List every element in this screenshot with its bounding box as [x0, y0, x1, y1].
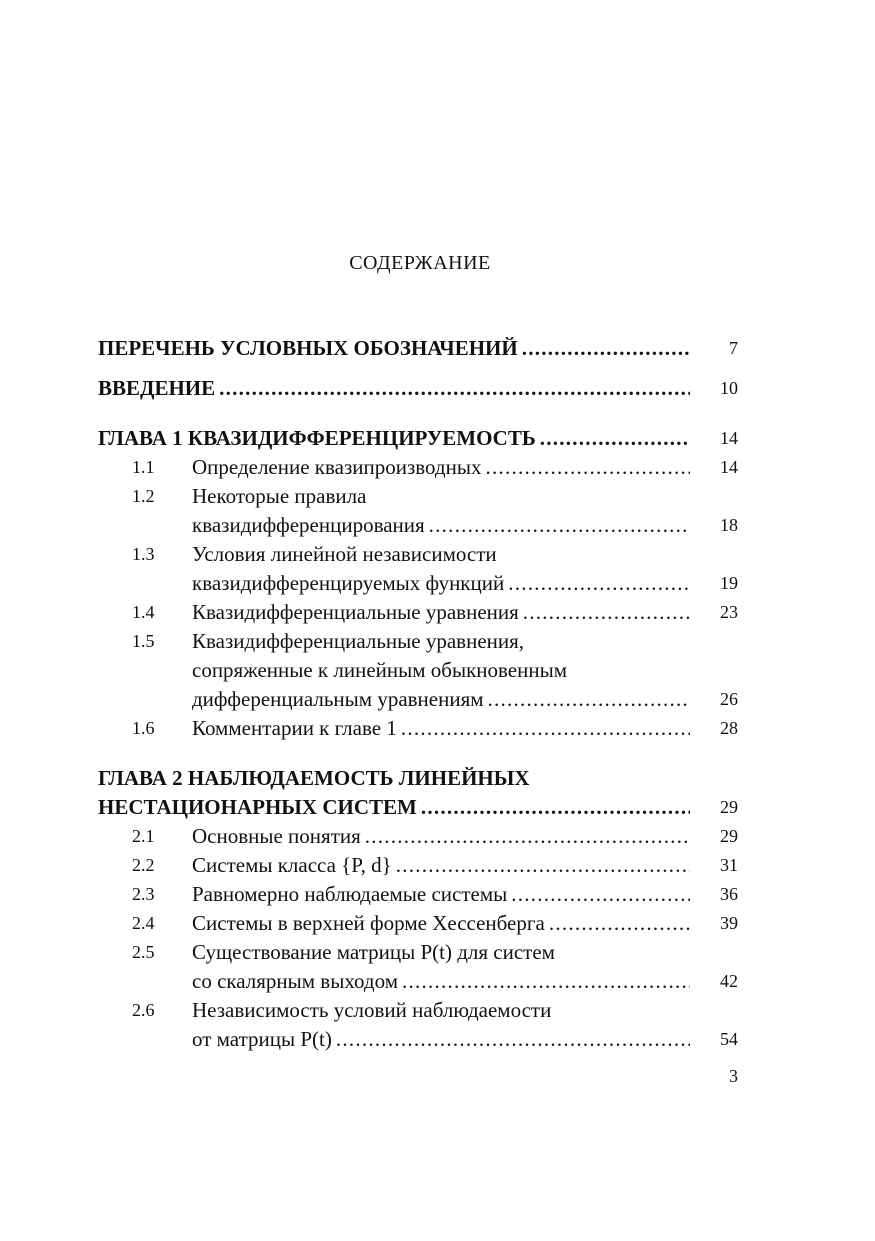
entry-text: дифференциальным уравнениям [192, 687, 484, 711]
toc-entry-line [98, 374, 738, 403]
dot-leader [401, 714, 690, 743]
dot-leader [219, 374, 690, 403]
entry-title [192, 656, 690, 685]
entry-title [192, 540, 690, 569]
entry-title [192, 938, 690, 967]
page-title: СОДЕРЖАНИЕ [349, 252, 491, 274]
dot-leader [396, 851, 690, 880]
toc-entry-line [98, 880, 738, 909]
entry-title [98, 334, 690, 363]
entry-text: Независимость условий наблюдаемости [192, 998, 552, 1022]
toc-entry-line [98, 909, 738, 938]
entry-title [98, 793, 690, 822]
toc-entry-line [98, 851, 738, 880]
entry-title [192, 569, 690, 598]
page-ref: 29 [720, 797, 738, 817]
entry-title [192, 909, 690, 938]
section-number: 1.5 [132, 631, 155, 651]
entry-text: ПЕРЕЧЕНЬ УСЛОВНЫХ ОБОЗНАЧЕНИЙ [98, 336, 518, 360]
entry-text: НЕСТАЦИОНАРНЫХ СИСТЕМ [98, 795, 417, 819]
entry-title [192, 685, 690, 714]
entry-text: Системы в верхней форме Хессенберга [192, 911, 545, 935]
page-ref: 14 [720, 457, 738, 477]
toc-entry-line [98, 424, 738, 453]
page-ref: 42 [720, 971, 738, 991]
section-number: 2.6 [132, 1000, 155, 1020]
toc-entry-line [98, 822, 738, 851]
dot-leader [523, 598, 690, 627]
section-number: 1.3 [132, 544, 155, 564]
page-ref: 36 [720, 884, 738, 904]
dot-leader [485, 453, 690, 482]
toc-entry-line [98, 482, 738, 511]
entry-text: Определение квазипроизводных [192, 455, 482, 479]
section-number: 1.6 [132, 718, 155, 738]
entry-text: ГЛАВА 1 КВАЗИДИФФЕРЕНЦИРУЕМОСТЬ [98, 426, 536, 450]
entry-title [192, 851, 690, 880]
entry-title [192, 1025, 690, 1054]
toc-entry-line [98, 656, 738, 685]
dot-leader [522, 334, 690, 363]
toc-entry-line [98, 511, 738, 540]
page-ref: 23 [720, 602, 738, 622]
dot-leader [549, 909, 690, 938]
entry-text: Некоторые правила [192, 484, 367, 508]
toc-entry-line [98, 453, 738, 482]
toc-entry-line [98, 764, 738, 793]
entry-text: квазидифференцирования [192, 513, 425, 537]
entry-text: от матрицы P(t) [192, 1027, 332, 1051]
section-number: 1.1 [132, 457, 155, 477]
entry-title [192, 996, 690, 1025]
entry-text: Системы класса {P, d} [192, 853, 392, 877]
toc-entry-line [98, 793, 738, 822]
entry-title [98, 764, 690, 793]
entry-text: Основные понятия [192, 824, 361, 848]
entry-text: ВВЕДЕНИЕ [98, 376, 216, 400]
page-number: 3 [729, 1066, 738, 1086]
entry-title [98, 374, 690, 403]
page-ref: 18 [720, 515, 738, 535]
entry-title [192, 967, 690, 996]
entry-text: Условия линейной независимости [192, 542, 497, 566]
section-number: 2.5 [132, 942, 155, 962]
page-ref: 31 [720, 855, 738, 875]
toc-entry-line [98, 967, 738, 996]
dot-leader [365, 822, 690, 851]
dot-leader [402, 967, 690, 996]
toc-entry-line [98, 598, 738, 627]
dot-leader [429, 511, 690, 540]
section-number: 1.4 [132, 602, 155, 622]
entry-text: Квазидифференциальные уравнения, [192, 629, 525, 653]
toc-entry-line [98, 1025, 738, 1054]
toc-entry-line [98, 685, 738, 714]
section-number: 2.3 [132, 884, 155, 904]
page-ref: 39 [720, 913, 738, 933]
page-ref: 54 [720, 1029, 738, 1049]
page-ref: 26 [720, 689, 738, 709]
page-ref: 28 [720, 718, 738, 738]
entry-title [192, 482, 690, 511]
toc-entry-line [98, 996, 738, 1025]
toc-entry-line [98, 334, 738, 363]
entry-title [98, 424, 690, 453]
entry-title [192, 714, 690, 743]
entry-title [192, 453, 690, 482]
dot-leader [336, 1025, 690, 1054]
entry-text: со скалярным выходом [192, 969, 399, 993]
page-ref: 14 [720, 428, 738, 448]
toc-entry-line [98, 569, 738, 598]
page-ref: 10 [720, 378, 738, 398]
page-ref: 19 [720, 573, 738, 593]
section-number: 2.2 [132, 855, 155, 875]
page-ref: 29 [720, 826, 738, 846]
entry-text: Равномерно наблюдаемые системы [192, 882, 508, 906]
section-number: 1.2 [132, 486, 155, 506]
toc-entry-line [98, 627, 738, 656]
entry-text: квазидифференцируемых функций [192, 571, 505, 595]
dot-leader [508, 569, 690, 598]
toc-entry-line [98, 938, 738, 967]
entry-title [192, 880, 690, 909]
dot-leader [511, 880, 690, 909]
entry-text: Квазидифференциальные уравнения [192, 600, 519, 624]
dot-leader [421, 793, 690, 822]
dot-leader [540, 424, 690, 453]
section-number: 2.1 [132, 826, 155, 846]
toc-entry-line [98, 540, 738, 569]
page-ref: 7 [729, 338, 738, 358]
entry-title [192, 511, 690, 540]
entry-title [192, 822, 690, 851]
entry-text: сопряженные к линейным обыкновенным [192, 658, 568, 682]
entry-text: ГЛАВА 2 НАБЛЮДАЕМОСТЬ ЛИНЕЙНЫХ [98, 766, 530, 790]
section-number: 2.4 [132, 913, 155, 933]
entry-text: Комментарии к главе 1 [192, 716, 397, 740]
toc-entry-line [98, 714, 738, 743]
dot-leader [488, 685, 690, 714]
entry-text: Существование матрицы P(t) для систем [192, 940, 555, 964]
entry-title [192, 598, 690, 627]
entry-title [192, 627, 690, 656]
